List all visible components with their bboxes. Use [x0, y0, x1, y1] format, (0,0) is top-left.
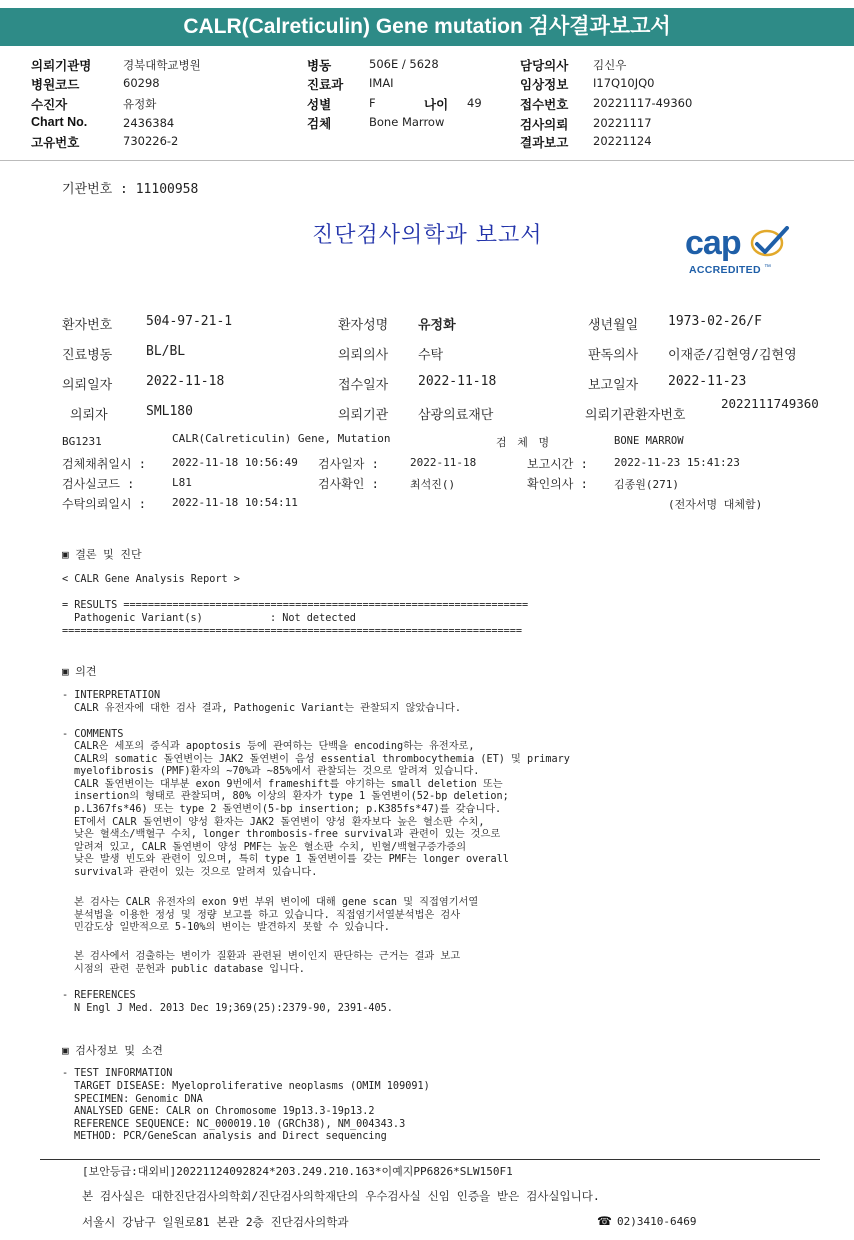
grid-value-birth: 1973-02-26/F: [668, 314, 762, 329]
hdr-value-result-date: 20221124: [593, 134, 652, 148]
security-line: [보안등급:대외비]20221124092824*203.249.210.163*이예지PP6826*SLW150F1: [82, 1165, 513, 1178]
grid-value-report-date: 2022-11-23: [668, 374, 747, 389]
grid-value-ref-org-patient-no: 2022111749360: [721, 396, 819, 411]
comment-line: CALR 돌연변이는 대부분 exon 9번에서 frameshift를 야기하는 small deletion 또는: [74, 778, 503, 790]
results-divider-bottom: ===========================================================================: [62, 626, 523, 637]
hdr-label-clinical-info: 임상정보: [520, 78, 569, 92]
comment-line: survival과 관련이 있는 것으로 알려져 있습니다.: [74, 866, 318, 878]
report-heading: 진단검사의학과 보고서: [312, 223, 543, 248]
room-label: 검사실코드 :: [62, 477, 135, 491]
grid-label-ref-org-patient-no: 의뢰기관환자번호: [585, 408, 686, 423]
hdr-label-ward: 병동: [307, 59, 332, 73]
cap-logo-sub: ACCREDITED: [689, 264, 761, 276]
basis-line: 본 검사에서 검출하는 변이가 질환과 관련된 변이인지 판단하는 근거는 결과 보고: [74, 951, 461, 962]
hdr-value-ward: 506E / 5628: [369, 57, 439, 71]
grid-value-ward: BL/BL: [146, 344, 186, 359]
grid-label-requester: 의뢰자: [70, 408, 108, 423]
testinfo-line: METHOD: PCR/GeneScan analysis and Direct sequencing: [74, 1131, 387, 1143]
specimen-value: BONE MARROW: [614, 435, 684, 447]
grid-label-ward: 진료병동: [62, 348, 113, 363]
hdr-value-request-date: 20221117: [593, 116, 652, 130]
hdr-label-result-date: 결과보고: [520, 136, 569, 150]
hdr-value-hospital-code: 60298: [123, 76, 160, 90]
grid-label-report-date: 보고일자: [588, 378, 639, 393]
org-number: 기관번호 : 11100958: [62, 182, 199, 197]
e-sign-note: (전자서명 대체함): [668, 498, 763, 511]
request-time-value: 2022-11-18 10:54:11: [172, 496, 298, 509]
hdr-value-age: 49: [467, 96, 482, 110]
hdr-label-chart-no: Chart No.: [31, 115, 88, 129]
confirm-label: 검사확인 :: [318, 477, 379, 491]
pathogenic-variant-label: Pathogenic Variant(s): [74, 613, 203, 624]
grid-label-birth: 생년월일: [588, 318, 639, 333]
comment-line: myelofibrosis (PMF)환자의 ~70%과 ~85%에서 관찰되는 것으로 알려져 있습니다.: [74, 766, 480, 778]
hdr-label-sex: 성별: [307, 98, 332, 112]
grid-value-ref-doctor: 수탁: [418, 348, 444, 363]
grid-value-ref-org: 삼광의료재단: [418, 408, 494, 423]
grid-label-ref-doctor: 의뢰의사: [338, 348, 389, 363]
request-time-label: 수탁의뢰일시 :: [62, 497, 147, 511]
basis-line: 시점의 관련 문헌과 public database 입니다.: [74, 963, 305, 975]
results-divider-top: = RESULTS ==================================================================: [62, 600, 529, 611]
grid-label-receipt-date: 접수일자: [338, 378, 389, 393]
section-testinfo-heading: ▣ 검사정보 및 소견: [62, 1044, 163, 1057]
references-heading: - REFERENCES: [62, 990, 136, 1001]
references-text: N Engl J Med. 2013 Dec 19;369(25):2379-90, 2391-405.: [74, 1003, 393, 1014]
hdr-label-receipt-no: 접수번호: [520, 98, 569, 112]
lab-phone: 02)3410-6469: [617, 1215, 697, 1228]
report-time-value: 2022-11-23 15:41:23: [614, 456, 740, 469]
testinfo-line: REFERENCE SEQUENCE: NC_000019.10 (GRCh38), NM_004343.3: [74, 1118, 406, 1130]
room-value: L81: [172, 476, 192, 489]
section-result-heading: ▣ 결론 및 진단: [62, 548, 142, 561]
comment-line: CALR의 somatic 돌연변이는 JAK2 돌연변이 음성 essential thrombocythemia (ET) 및 primary: [74, 753, 570, 765]
section-opinion-heading: ▣ 의견: [62, 665, 97, 678]
grid-label-ref-org: 의뢰기관: [338, 408, 389, 423]
grid-label-request-date: 의뢰일자: [62, 378, 113, 393]
grid-label-patient-no: 환자번호: [62, 318, 113, 333]
method-note-block: [74, 897, 478, 935]
result-report-title: < CALR Gene Analysis Report >: [62, 574, 240, 585]
hdr-value-doctor: 김신우: [593, 58, 627, 72]
phone-icon: ☎: [597, 1214, 612, 1228]
cap-accredited-logo: [683, 226, 793, 278]
grid-label-patient-name: 환자성명: [338, 318, 389, 333]
exam-label: 검사일자 :: [318, 457, 379, 471]
testinfo-line: TARGET DISEASE: Myeloproliferative neoplasms (OMIM 109091): [74, 1081, 430, 1092]
confirm-doctor-label: 확인의사 :: [527, 477, 588, 491]
comment-line: p.L367fs*46) 또는 type 2 돌연변이(5-bp insertion; p.K385fs*47)를 갖습니다.: [74, 803, 502, 815]
cap-logo-tm: ™: [764, 264, 771, 271]
interpretation-heading: - INTERPRETATION: [62, 690, 161, 701]
certification-note: 본 검사실은 대한진단검사의학회/진단검사의학재단의 우수검사실 신임 인증을 받은 검사실입니다.: [82, 1189, 600, 1203]
hdr-value-receipt-no: 20221117-49360: [593, 96, 693, 110]
interpretation-text: CALR 유전자에 대한 검사 결과, Pathogenic Variant는 관찰되지 않았습니다.: [74, 703, 461, 714]
comments-heading: - COMMENTS: [62, 729, 124, 740]
basis-note-block: [74, 951, 460, 976]
comment-line: 낮은 발생 빈도와 관련이 있으며, 특히 type 1 돌연변이를 갖는 PMF는 longer overall: [74, 854, 509, 866]
grid-value-patient-name: 유정화: [418, 318, 456, 333]
hdr-label-hospital-code: 병원코드: [31, 78, 80, 92]
method-line: 민감도상 일반적으로 5-10%의 변이는 발견하지 못할 수 있습니다.: [74, 922, 390, 934]
grid-label-reader: 판독의사: [588, 348, 639, 363]
cap-logo-word: cap: [685, 224, 741, 262]
comment-line: insertion의 형태로 관찰되며, 80% 이상의 환자가 type 1 돌연변이(52-bp deletion;: [74, 791, 509, 803]
method-line: 본 검사는 CALR 유전자의 exon 9번 부위 변이에 대해 gene scan 및 직접염기서열: [74, 897, 479, 908]
hdr-value-sex: F: [369, 96, 376, 110]
hdr-label-patient: 수진자: [31, 98, 68, 112]
comment-line: 알려져 있고, CALR 돌연변이 양성 PMF는 높은 혈소판 수치, 빈혈/백혈구증가증의: [74, 841, 467, 853]
hdr-value-specimen: Bone Marrow: [369, 115, 445, 129]
method-line: 분석법을 이용한 정성 및 정량 보고를 하고 있습니다. 직접염기서열분석법은 검사: [74, 909, 461, 921]
hdr-value-chart-no: 2436384: [123, 116, 175, 130]
report-time-label: 보고시간 :: [527, 457, 588, 471]
confirm-value: 최석진(): [410, 478, 456, 491]
hdr-label-unique-no: 고유번호: [31, 136, 80, 150]
hdr-label-age: 나이: [424, 98, 449, 112]
hdr-label-org: 의뢰기관명: [31, 59, 92, 73]
testinfo-line: SPECIMEN: Genomic DNA: [74, 1093, 203, 1105]
comments-block: [74, 741, 570, 880]
test-name: CALR(Calreticulin) Gene, Mutation: [172, 432, 391, 445]
hdr-value-org: 경북대학교병원: [123, 58, 201, 72]
hdr-value-unique-no: 730226-2: [123, 134, 179, 148]
header-divider: [0, 160, 854, 161]
hdr-value-clinical-info: I17Q10JQ0: [593, 76, 655, 90]
lab-address: 서울시 강남구 일원로81 본관 2층 진단검사의학과: [82, 1215, 349, 1229]
testinfo-block: [74, 1081, 430, 1144]
footer-divider: [40, 1159, 820, 1160]
hdr-label-doctor: 담당의사: [520, 59, 569, 73]
confirm-doctor-value: 김종원(271): [614, 478, 679, 491]
comment-line: 낮은 혈색소/백혈구 수치, longer thrombosis-free survival과 관련이 있는 것으로: [74, 829, 501, 841]
report-title-bar: CALR(Calreticulin) Gene mutation 검사결과보고서: [0, 8, 854, 46]
exam-value: 2022-11-18: [410, 456, 477, 469]
grid-value-request-date: 2022-11-18: [146, 374, 225, 389]
hdr-value-dept: IMAI: [369, 76, 394, 90]
comment-line: CALR은 세포의 증식과 apoptosis 등에 관여하는 단백을 encoding하는 유전자로,: [74, 741, 475, 752]
comment-line: ET에서 CALR 돌연변이 양성 환자는 JAK2 돌연변이 양성 환자보다 높은 혈소판 수치,: [74, 816, 485, 828]
pathogenic-variant-value: : Not detected: [270, 613, 356, 624]
hdr-label-dept: 진료과: [307, 78, 344, 92]
test-code: BG1231: [62, 435, 102, 448]
hdr-value-patient: 유정화: [123, 97, 157, 111]
collect-value: 2022-11-18 10:56:49: [172, 456, 298, 469]
specimen-label: 검 체 명: [496, 436, 552, 449]
hdr-label-specimen: 검체: [307, 117, 332, 131]
collect-label: 검체채취일시 :: [62, 457, 147, 471]
hdr-label-request-date: 검사의뢰: [520, 118, 569, 132]
grid-value-receipt-date: 2022-11-18: [418, 374, 497, 389]
testinfo-line: ANALYSED GENE: CALR on Chromosome 19p13.3-19p13.2: [74, 1106, 375, 1118]
grid-value-patient-no: 504-97-21-1: [146, 314, 233, 329]
grid-value-requester: SML180: [146, 404, 193, 419]
grid-value-reader: 이재준/김현영/김현영: [668, 348, 797, 363]
testinfo-heading: - TEST INFORMATION: [62, 1068, 173, 1079]
